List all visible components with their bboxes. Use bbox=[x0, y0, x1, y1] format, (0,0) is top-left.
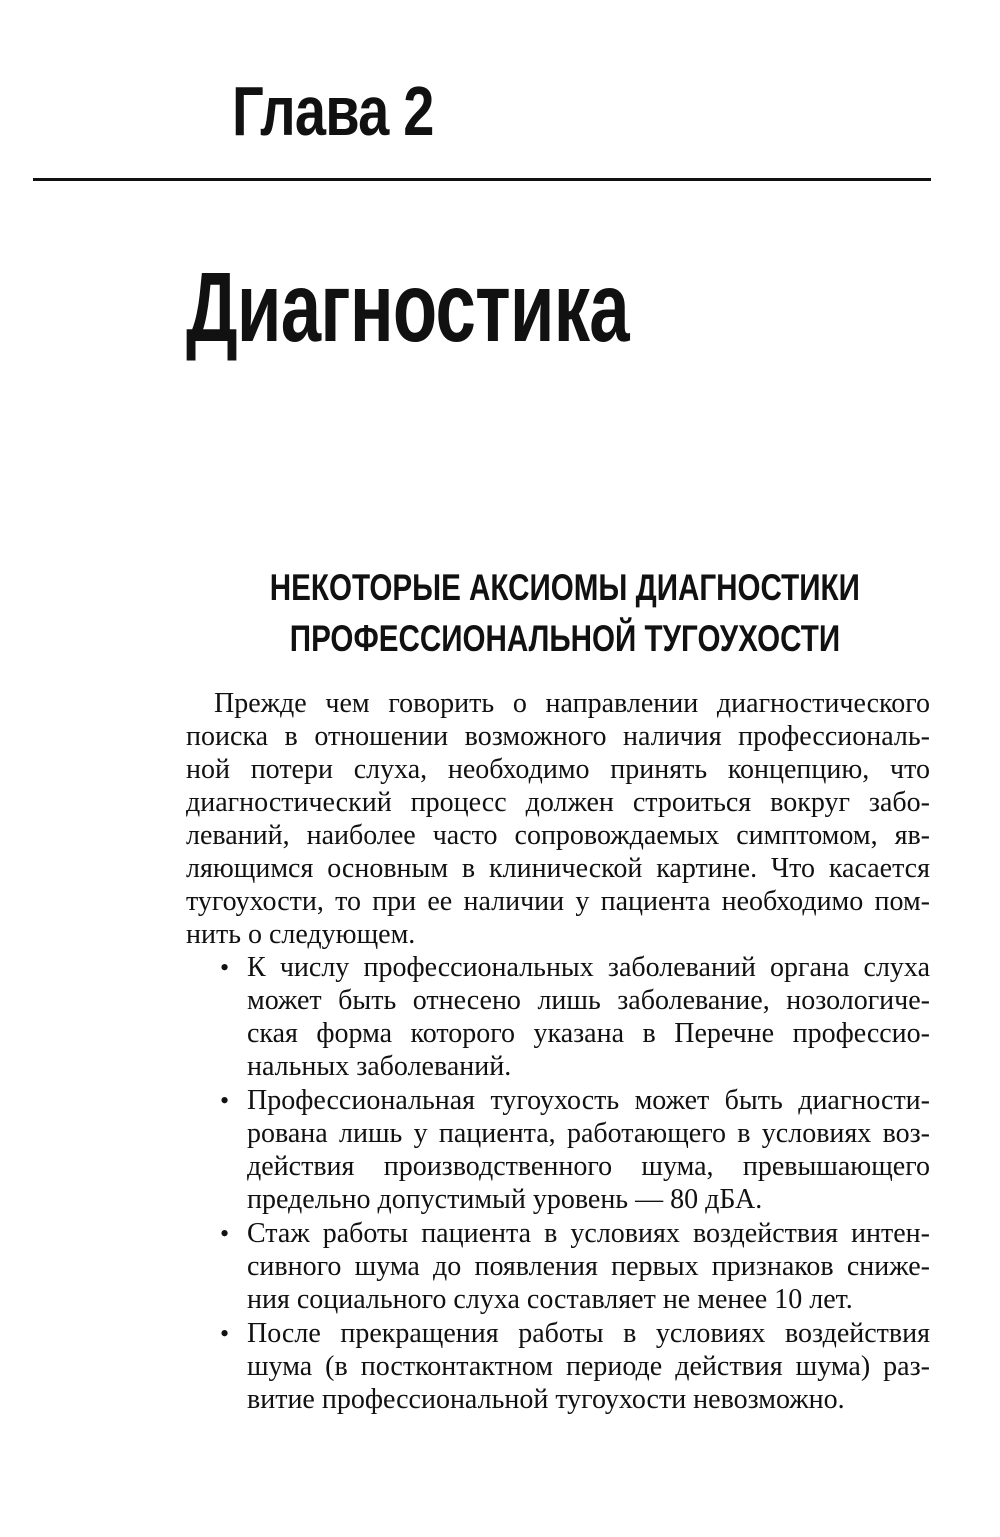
intro-line: тугоухости, то при ее наличии у пациента необходимо пом- bbox=[186, 886, 930, 917]
intro-line: ной потери слуха, необходимо принять концепцию, что bbox=[186, 754, 930, 785]
intro-line: диагностический процесс должен строиться вокруг забо- bbox=[186, 787, 930, 818]
bullet-line: витие профессиональной тугоухости невозможно. bbox=[247, 1384, 845, 1415]
section-heading-line-2 bbox=[150, 620, 980, 657]
bullet-line: сивного шума до появления первых признаков сниже- bbox=[247, 1251, 930, 1282]
bullet-line: ская форма которого указана в Перечне профессио- bbox=[247, 1018, 930, 1049]
bullet-marker: • bbox=[220, 1086, 230, 1115]
bullet-line: К числу профессиональных заболеваний органа слуха bbox=[247, 952, 930, 983]
intro-line: Прежде чем говорить о направлении диагностического bbox=[214, 688, 930, 719]
section-heading-text-2: ПРОФЕССИОНАЛЬНОЙ ТУГОУХОСТИ bbox=[289, 618, 841, 659]
bullet-line: нальных заболеваний. bbox=[247, 1051, 512, 1082]
bullet-line: предельно допустимый уровень — 80 дБА. bbox=[247, 1184, 763, 1215]
bullet-line: действия производственного шума, превышающего bbox=[247, 1151, 930, 1182]
intro-line: нить о следующем. bbox=[186, 919, 416, 950]
bullet-marker: • bbox=[220, 1319, 230, 1348]
bullet-line: Профессиональная тугоухость может быть диагности- bbox=[247, 1085, 930, 1116]
chapter-divider bbox=[33, 178, 931, 181]
section-heading-line-1 bbox=[150, 569, 980, 606]
chapter-title: Диагностика bbox=[186, 252, 629, 362]
bullet-line: может быть отнесено лишь заболевание, нозологиче- bbox=[247, 985, 930, 1016]
bullet-line: рована лишь у пациента, работающего в условиях воз- bbox=[247, 1118, 930, 1149]
intro-line: поиска в отношении возможного наличия профессиональ- bbox=[186, 721, 930, 752]
intro-line: леваний, наиболее часто сопровождаемых симптомом, яв- bbox=[186, 820, 930, 851]
chapter-label: Глава 2 bbox=[232, 72, 434, 150]
bullet-line: После прекращения работы в условиях воздействия bbox=[247, 1318, 930, 1349]
bullet-marker: • bbox=[220, 953, 230, 982]
bullet-line: шума (в постконтактном периоде действия шума) раз- bbox=[247, 1351, 930, 1382]
section-heading-text-1: НЕКОТОРЫЕ АКСИОМЫ ДИАГНОСТИКИ bbox=[269, 567, 861, 608]
bullet-marker: • bbox=[220, 1219, 230, 1248]
bullet-line: Стаж работы пациента в условиях воздействия интен- bbox=[247, 1218, 930, 1249]
intro-line: ляющимся основным в клинической картине. Что касается bbox=[186, 853, 930, 884]
bullet-line: ния социального слуха составляет не менее 10 лет. bbox=[247, 1284, 853, 1315]
